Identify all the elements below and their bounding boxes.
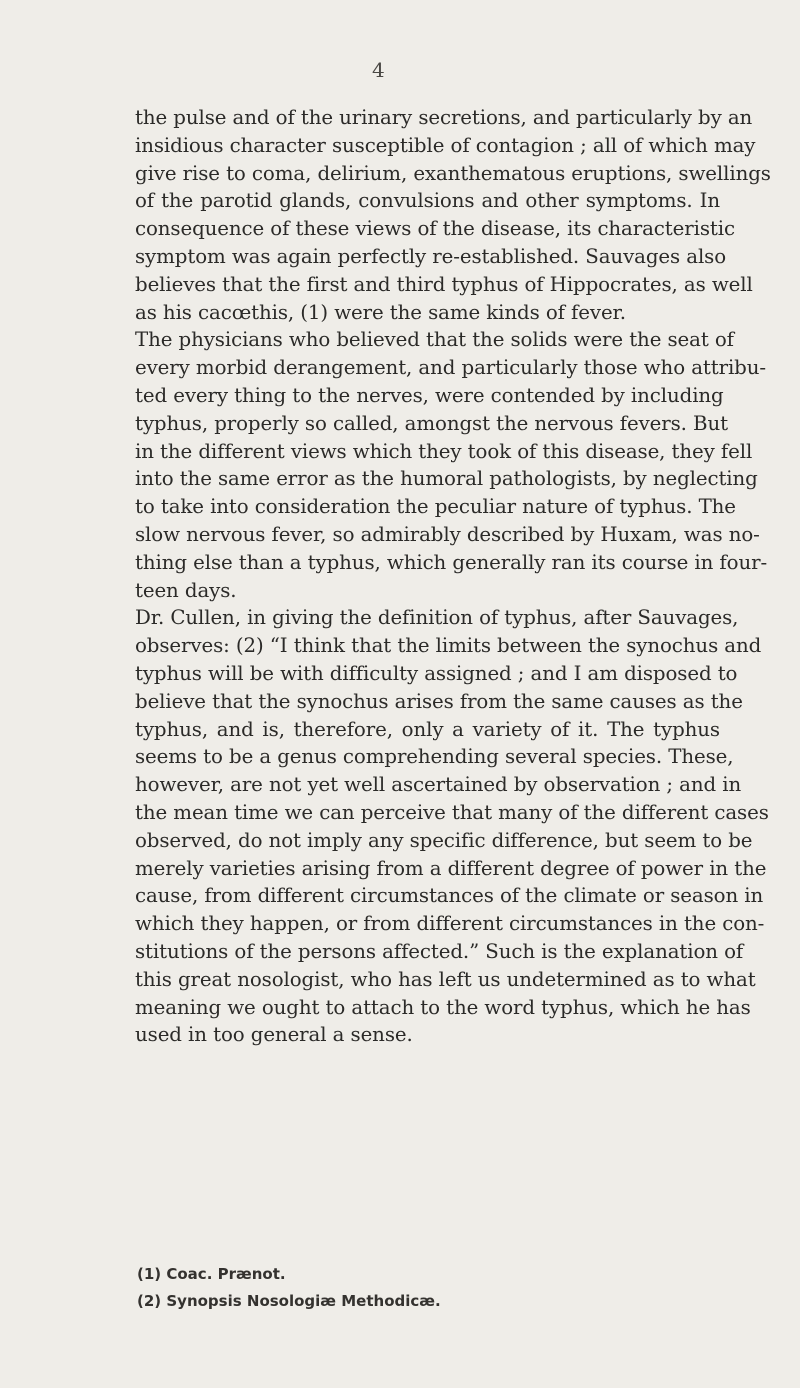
- text-line: thing else than a typhus, which generally ran its course in four-: [135, 550, 768, 574]
- text-line: consequence of these views of the disease, its characteristic: [135, 217, 735, 241]
- body-text: [135, 104, 771, 1049]
- text-line: as his cacœthis, (1) were the same kinds of fever.: [135, 300, 626, 324]
- footnote: (2) Synopsis Nosologiæ Methodicæ.: [137, 1292, 441, 1310]
- text-line: slow nervous fever, so admirably described by Huxam, was no-: [135, 522, 760, 546]
- text-line: give rise to coma, delirium, exanthematous eruptions, swellings: [135, 161, 771, 185]
- text-line: seems to be a genus comprehending several species. These,: [135, 745, 734, 769]
- footnotes: [137, 1261, 637, 1315]
- text-line: teen days.: [135, 578, 237, 602]
- text-line: however, are not yet well ascertained by observation ; and in: [135, 773, 742, 797]
- text-line: which they happen, or from different circumstances in the con-: [135, 912, 765, 936]
- text-line: to take into consideration the peculiar nature of typhus. The: [135, 495, 736, 519]
- text-line: used in too general a sense.: [135, 1023, 413, 1047]
- text-line: of the parotid glands, convulsions and other symptoms. In: [135, 189, 720, 213]
- text-line: this great nosologist, who has left us undetermined as to what: [135, 967, 756, 991]
- text-line: Dr. Cullen, in giving the definition of typhus, after Sauvages,: [135, 606, 739, 630]
- text-line: symptom was again perfectly re-established. Sauvages also: [135, 244, 727, 268]
- text-line: into the same error as the humoral pathologists, by neglecting: [135, 467, 758, 491]
- text-line: cause, from different circumstances of the climate or season in: [135, 884, 764, 908]
- text-line: the mean time we can perceive that many of the different cases: [135, 800, 769, 824]
- text-line: observed, do not imply any specific difference, but seem to be: [135, 828, 753, 852]
- text-line: typhus, properly so called, amongst the nervous fevers. But: [135, 411, 728, 435]
- text-line: believe that the synochus arises from the same causes as the: [135, 689, 743, 713]
- text-line: in the different views which they took of this disease, they fell: [135, 439, 753, 463]
- text-line: every morbid derangement, and particularly those who attribu-: [135, 356, 766, 380]
- text-line: believes that the first and third typhus of Hippocrates, as well: [135, 272, 753, 296]
- page-number: 4: [372, 58, 385, 82]
- text-line: the pulse and of the urinary secretions, and particularly by an: [135, 106, 753, 129]
- footnote: (1) Coac. Prænot.: [137, 1265, 286, 1283]
- text-line: typhus will be with difficulty assigned ; and I am disposed to: [135, 661, 738, 685]
- text-line: stitutions of the persons affected.” Such is the explanation of: [135, 939, 744, 963]
- text-line: typhus, and is, therefore, only a variety of it. The typhus: [135, 717, 720, 741]
- text-line: insidious character susceptible of contagion ; all of which may: [135, 133, 756, 157]
- text-line: meaning we ought to attach to the word typhus, which he has: [135, 995, 751, 1019]
- text-line: The physicians who believed that the solids were the seat of: [135, 328, 734, 352]
- text-line: merely varieties arising from a different degree of power in the: [135, 856, 767, 880]
- text-line: observes: (2) “I think that the limits between the synochus and: [135, 634, 762, 658]
- text-line: ted every thing to the nerves, were contended by including: [135, 383, 724, 407]
